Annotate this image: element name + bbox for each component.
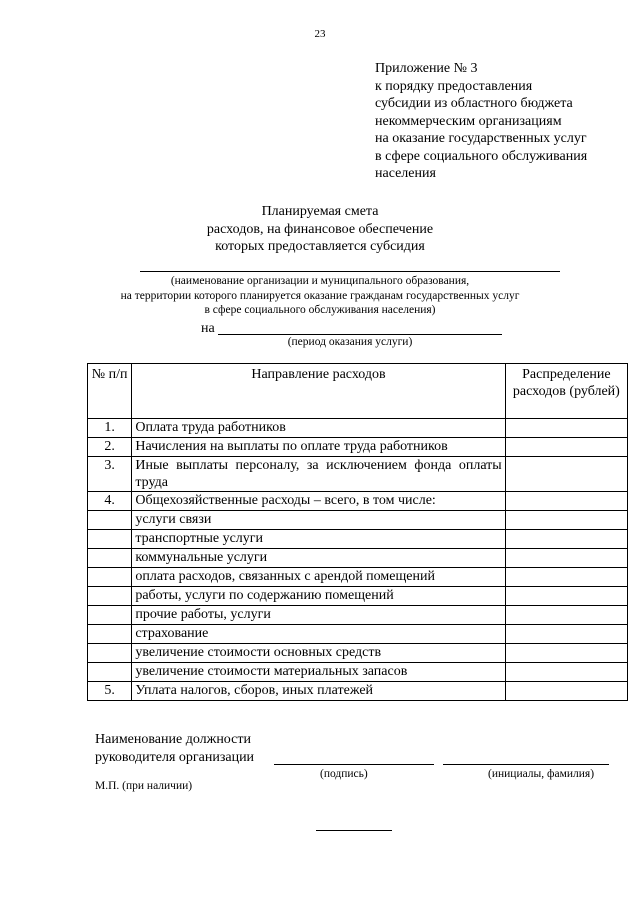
table-row [88, 625, 628, 644]
signature-position-label: Наименование должности [95, 732, 251, 747]
row-num [88, 530, 132, 549]
table-row [88, 549, 628, 568]
expenses-table [87, 363, 628, 701]
row-value[interactable] [505, 530, 627, 549]
appendix-line: субсидии из областного бюджета [375, 96, 573, 111]
table-row [88, 492, 628, 511]
org-note-line: в сфере социального обслуживания населения) [204, 304, 436, 316]
table-row [88, 682, 628, 701]
row-text: оплата расходов, связанных с арендой помещений [132, 568, 505, 587]
appendix-line: в сфере социального обслуживания [375, 148, 588, 164]
row-text: услуги связи [132, 511, 505, 530]
row-num [88, 511, 132, 530]
period-note: (период оказания услуги) [287, 336, 413, 348]
title-line: которых предоставляется субсидия [215, 239, 425, 254]
table-row [88, 457, 628, 492]
appendix-line: некоммерческим организациям [375, 113, 562, 129]
footer-divider [316, 830, 392, 831]
name-fill-line [443, 764, 609, 765]
appendix-line: на оказание государственных услуг [375, 131, 587, 146]
row-text: Оплата труда работников [132, 419, 505, 438]
row-value[interactable] [505, 587, 627, 606]
row-value[interactable] [505, 682, 627, 701]
row-text: страхование [132, 625, 505, 644]
row-text: работы, услуги по содержанию помещений [132, 587, 505, 606]
row-value[interactable] [505, 492, 627, 511]
header-num: № п/п [88, 364, 132, 419]
signature-fill-line [274, 764, 434, 765]
table-header-row [88, 364, 628, 419]
row-num: 5. [88, 682, 132, 701]
title-line: Планируемая смета [261, 204, 379, 219]
appendix-line: населения [375, 166, 436, 181]
row-value[interactable] [505, 606, 627, 625]
row-value[interactable] [505, 438, 627, 457]
period-fill-line [218, 334, 502, 335]
row-text: увеличение стоимости основных средств [132, 644, 505, 663]
row-value[interactable] [505, 549, 627, 568]
page-number: 23 [314, 28, 326, 40]
row-num [88, 549, 132, 568]
appendix-line: к порядку предоставления [375, 78, 533, 94]
appendix-header [375, 60, 587, 183]
row-value[interactable] [505, 568, 627, 587]
table-row [88, 587, 628, 606]
table-row [88, 568, 628, 587]
row-num [88, 644, 132, 663]
row-text: прочие работы, услуги [132, 606, 505, 625]
row-num [88, 625, 132, 644]
row-value[interactable] [505, 644, 627, 663]
row-text: Общехозяйственные расходы – всего, в том числе: [132, 492, 505, 511]
row-value[interactable] [505, 419, 627, 438]
title-line: расходов, на финансовое обеспечение [206, 221, 434, 237]
table-row [88, 606, 628, 625]
row-text: Начисления на выплаты по оплате труда работников [132, 438, 505, 457]
org-note-line: (наименование организации и муниципального образования, [170, 275, 470, 287]
table-row [88, 644, 628, 663]
signature-head-label: руководителя организации [95, 750, 255, 765]
document-title [0, 203, 640, 256]
header-distribution: Распределение расходов (рублей) [505, 364, 627, 419]
row-text: увеличение стоимости материальных запасов [132, 663, 505, 682]
table-row [88, 419, 628, 438]
appendix-line: Приложение № 3 [375, 61, 478, 76]
header-direction: Направление расходов [132, 364, 505, 419]
row-value[interactable] [505, 511, 627, 530]
row-text: коммунальные услуги [132, 549, 505, 568]
row-num: 3. [88, 457, 132, 492]
stamp-note: М.П. (при наличии) [95, 780, 193, 792]
period-prefix: на [201, 321, 215, 336]
table-row [88, 438, 628, 457]
row-value[interactable] [505, 457, 627, 492]
organization-fill-line [140, 271, 560, 272]
name-note: (инициалы, фамилия) [488, 768, 595, 780]
organization-note [0, 274, 640, 318]
row-value[interactable] [505, 663, 627, 682]
signature-note: (подпись) [320, 768, 368, 780]
table-row [88, 511, 628, 530]
row-num [88, 663, 132, 682]
row-num: 1. [88, 419, 132, 438]
row-num: 4. [88, 492, 132, 511]
row-num: 2. [88, 438, 132, 457]
row-num [88, 606, 132, 625]
row-num [88, 568, 132, 587]
table-row [88, 530, 628, 549]
row-text: Иные выплаты персоналу, за исключением фонда оплаты труда [132, 457, 505, 492]
row-num [88, 587, 132, 606]
org-note-line: на территории которого планируется оказание гражданам государственных услуг [120, 289, 520, 302]
row-text: транспортные услуги [132, 530, 505, 549]
table-row [88, 663, 628, 682]
row-value[interactable] [505, 625, 627, 644]
row-text: Уплата налогов, сборов, иных платежей [132, 682, 505, 701]
